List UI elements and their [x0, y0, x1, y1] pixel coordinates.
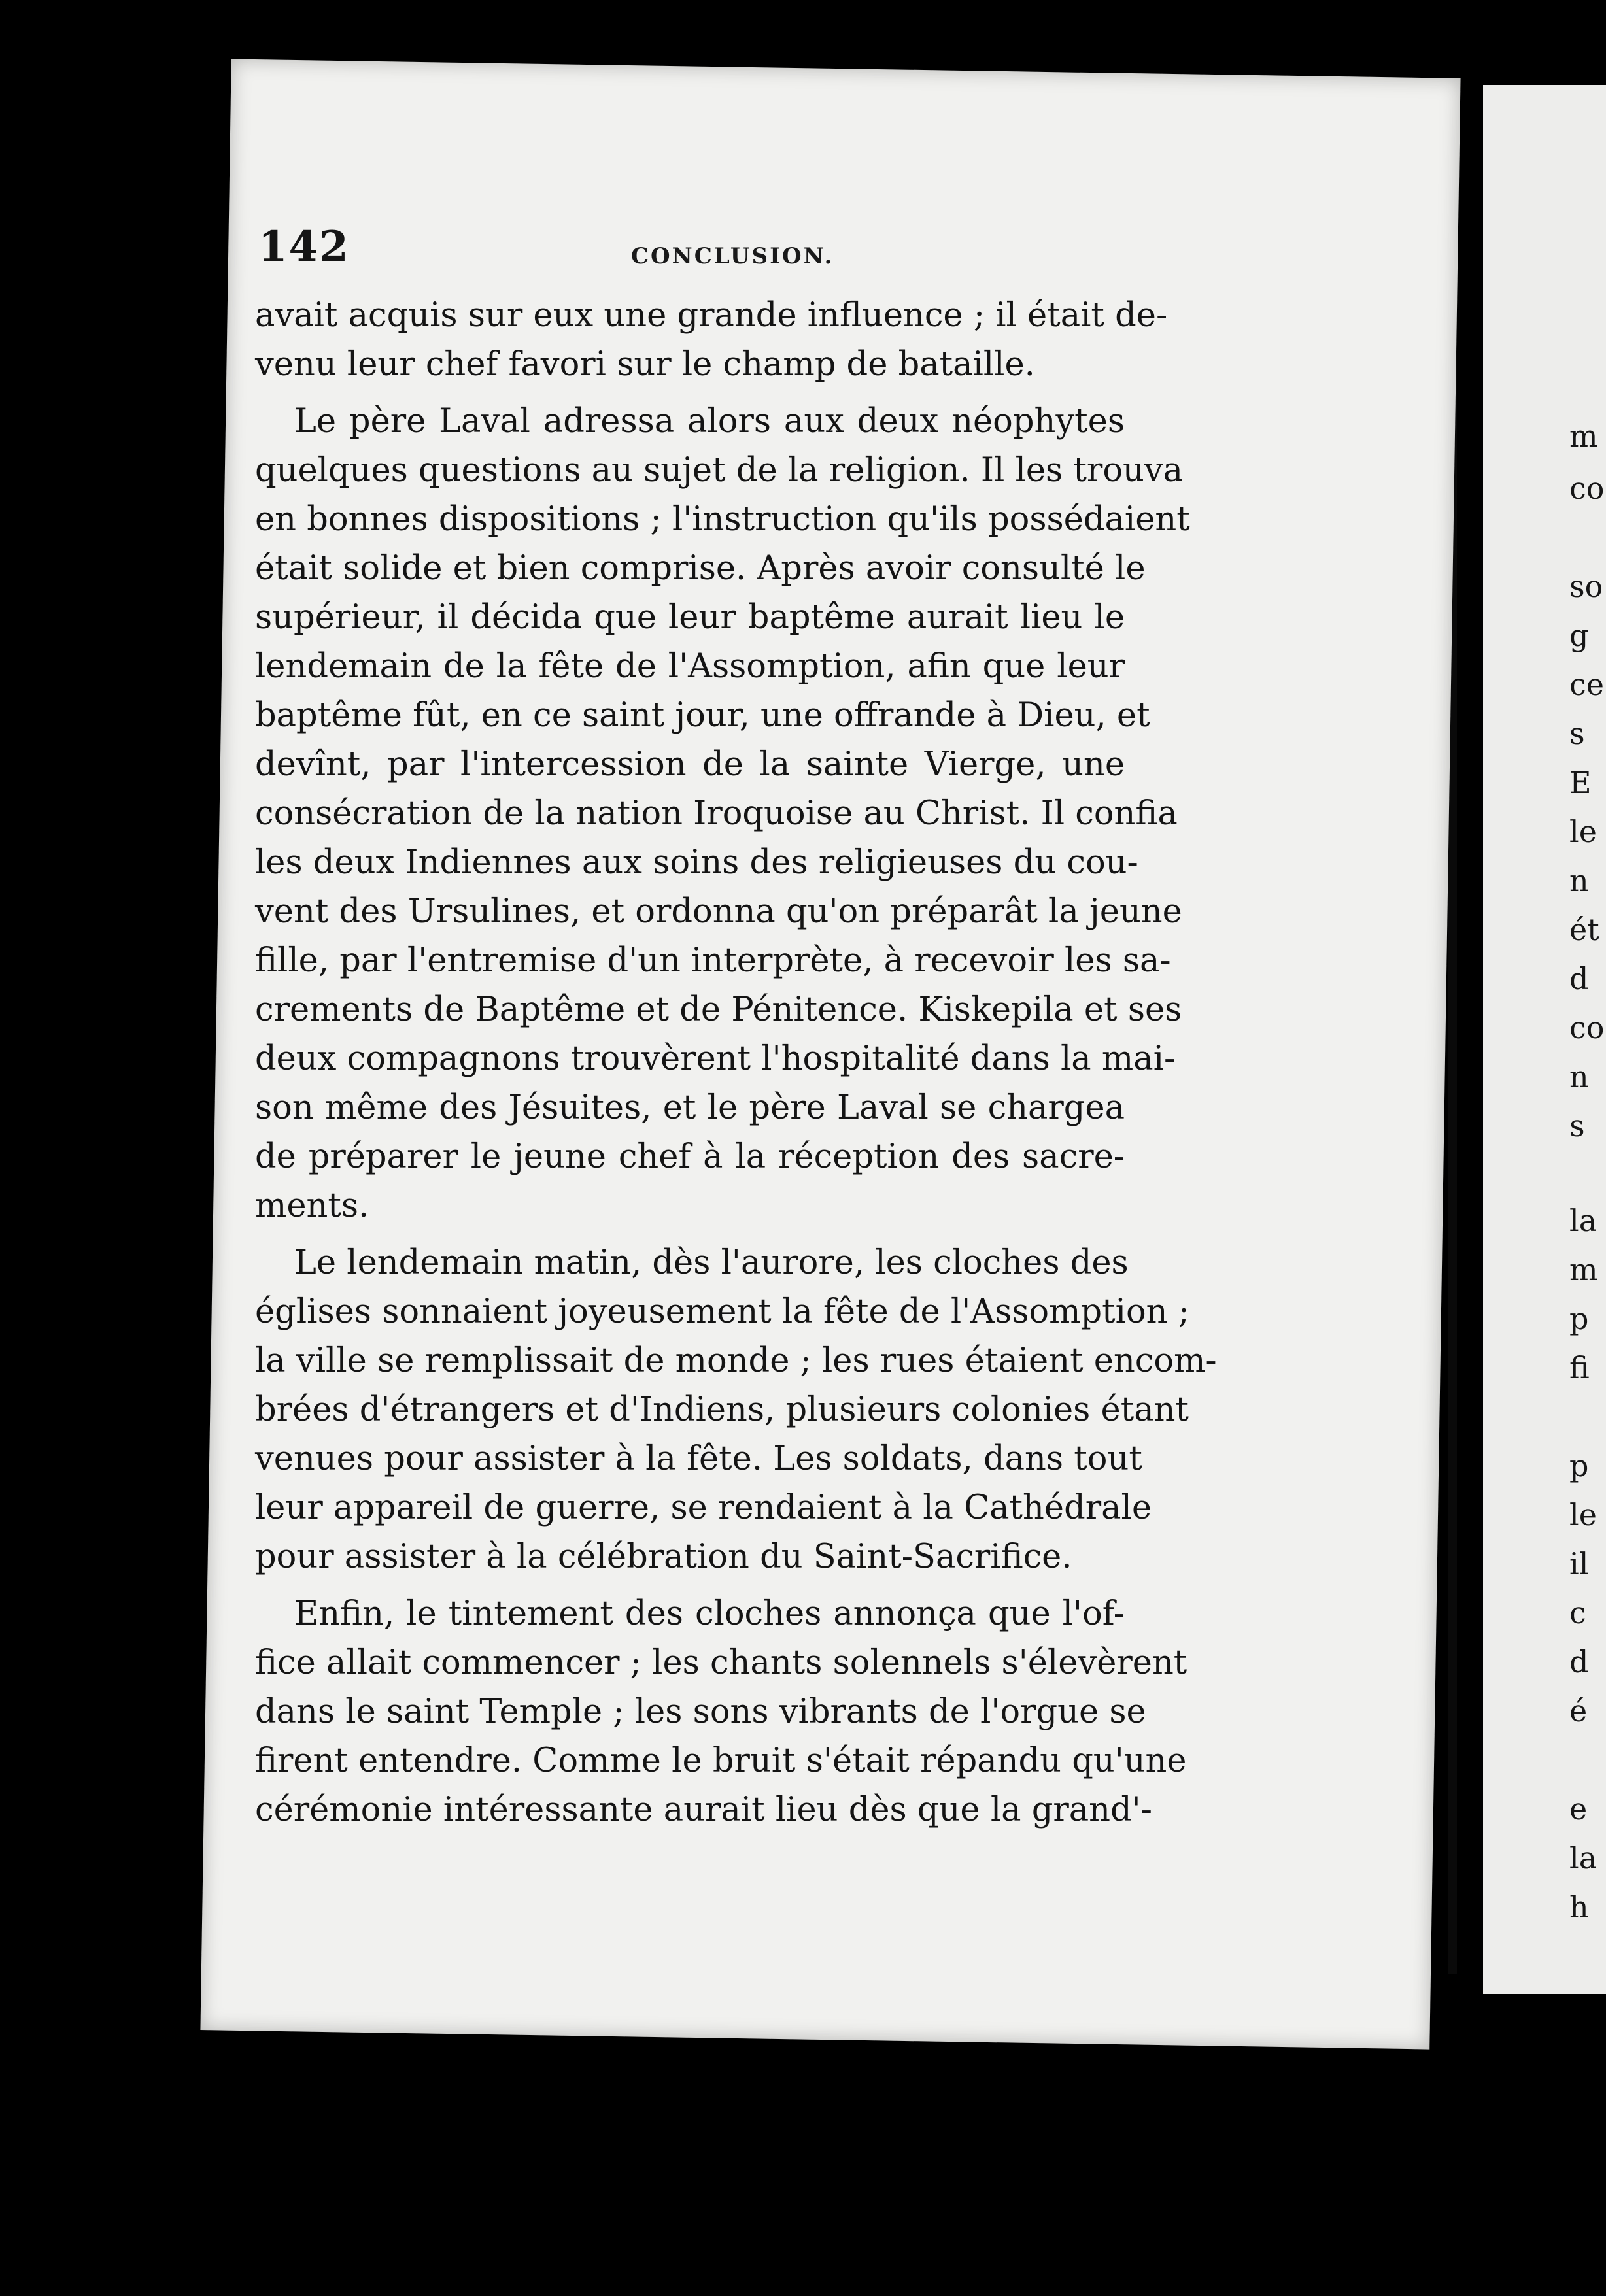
- facing-page-fragment: ét: [1569, 912, 1599, 947]
- text-line: fille, par l'entremise d'un interprète, à recevoir les sa-: [255, 941, 1171, 980]
- text-line: venu leur chef favori sur le champ de bataille.: [255, 345, 1035, 384]
- text-line: devînt, par l'intercession de la sainte Vierge, une: [255, 745, 1125, 784]
- facing-page-fragment: ce: [1569, 667, 1604, 702]
- text-line: quelques questions au sujet de la religion. Il les trouva: [255, 451, 1184, 490]
- facing-page-fragment: co: [1569, 471, 1605, 506]
- text-line: églises sonnaient joyeusement la fête de l'Assomption ;: [255, 1292, 1189, 1331]
- text-line: de préparer le jeune chef à la réception des sacre-: [255, 1138, 1125, 1176]
- text-line: fice allait commencer ; les chants solennels s'élevèrent: [255, 1644, 1187, 1682]
- text-line: Le père Laval adressa alors aux deux néophytes: [294, 402, 1125, 441]
- facing-page-fragment: n: [1569, 863, 1589, 898]
- text-line: Enfin, le tintement des cloches annonça que l'of-: [294, 1595, 1125, 1633]
- text-line: dans le saint Temple ; les sons vibrants de l'orgue se: [255, 1693, 1146, 1731]
- text-line: la ville se remplissait de monde ; les rues étaient encom-: [255, 1342, 1217, 1380]
- facing-page-fragment: p: [1569, 1448, 1589, 1483]
- facing-page-fragment: p: [1569, 1301, 1589, 1336]
- facing-page-fragment: d: [1569, 961, 1589, 996]
- text-line: Le lendemain matin, dès l'aurore, les cloches des: [294, 1243, 1129, 1282]
- page-number: 142: [258, 222, 350, 271]
- facing-page-fragment: s: [1569, 1108, 1585, 1143]
- text-line: leur appareil de guerre, se rendaient à la Cathédrale: [255, 1489, 1152, 1527]
- facing-page-fragment: E: [1569, 765, 1592, 800]
- facing-page-fragment: so: [1569, 569, 1603, 604]
- facing-page-fragment: le: [1569, 814, 1597, 849]
- facing-page-fragment: d: [1569, 1644, 1589, 1680]
- running-title: CONCLUSION.: [631, 243, 834, 269]
- text-line: venues pour assister à la fête. Les soldats, dans tout: [255, 1440, 1142, 1478]
- text-line: crements de Baptême et de Pénitence. Kiskepila et ses: [255, 990, 1182, 1029]
- facing-page-fragment: la: [1569, 1840, 1597, 1876]
- text-line: baptême fût, en ce saint jour, une offrande à Dieu, et: [255, 696, 1150, 735]
- facing-page-fragment: m: [1569, 1252, 1598, 1287]
- facing-page-fragment: e: [1569, 1791, 1588, 1827]
- facing-page-fragment: g: [1569, 618, 1589, 653]
- facing-page-fragment: c: [1569, 1595, 1586, 1630]
- text-line: avait acquis sur eux une grande influence ; il était de-: [255, 296, 1168, 335]
- facing-page-fragment: il: [1569, 1546, 1589, 1581]
- text-line: ments.: [255, 1187, 369, 1225]
- facing-page-fragment: fi: [1569, 1350, 1590, 1385]
- facing-page-fragment: la: [1569, 1203, 1597, 1238]
- text-line: pour assister à la célébration du Saint-Sacrifice.: [255, 1538, 1072, 1576]
- text-line: lendemain de la fête de l'Assomption, afin que leur: [255, 647, 1125, 686]
- text-line: deux compagnons trouvèrent l'hospitalité dans la mai-: [255, 1039, 1176, 1078]
- text-line: consécration de la nation Iroquoise au Christ. Il confia: [255, 794, 1178, 833]
- text-line: cérémonie intéressante aurait lieu dès que la grand'-: [255, 1791, 1152, 1829]
- facing-page-fragment: n: [1569, 1059, 1589, 1094]
- text-line: les deux Indiennes aux soins des religieuses du cou-: [255, 843, 1138, 882]
- facing-page-fragment: é: [1569, 1693, 1588, 1729]
- text-line: vent des Ursulines, et ordonna qu'on préparât la jeune: [255, 892, 1182, 931]
- text-line: brées d'étrangers et d'Indiens, plusieurs colonies étant: [255, 1391, 1189, 1429]
- page-body: [255, 291, 1217, 1834]
- text-line: était solide et bien comprise. Après avoir consulté le: [255, 549, 1146, 588]
- text-line: supérieur, il décida que leur baptême aurait lieu le: [255, 598, 1125, 637]
- text-line: son même des Jésuites, et le père Laval se chargea: [255, 1089, 1125, 1127]
- facing-page-fragment: le: [1569, 1497, 1597, 1532]
- text-line: en bonnes dispositions ; l'instruction qu'ils possédaient: [255, 500, 1190, 539]
- facing-page-fragment: h: [1569, 1889, 1589, 1925]
- facing-page-fragment: m: [1569, 418, 1598, 454]
- text-line: firent entendre. Comme le bruit s'était répandu qu'une: [255, 1742, 1187, 1780]
- facing-page-fragment: co: [1569, 1010, 1605, 1045]
- facing-page-fragment: s: [1569, 716, 1585, 751]
